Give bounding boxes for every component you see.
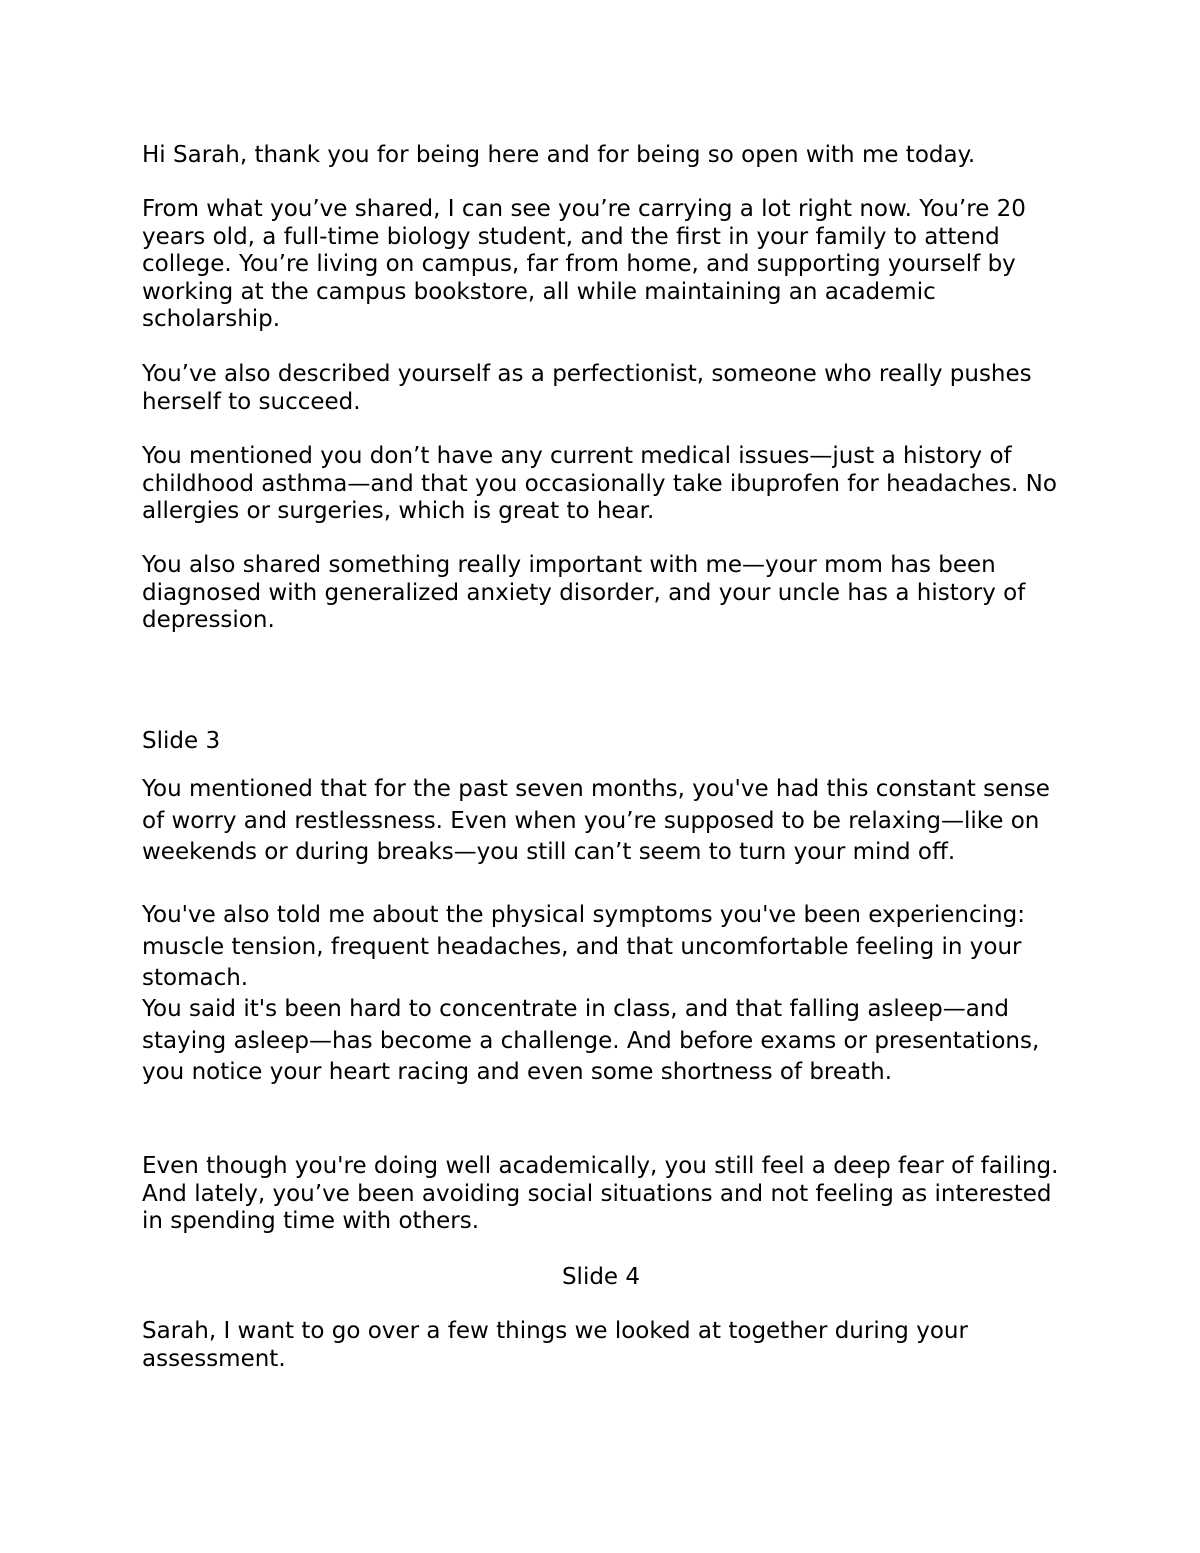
fear-paragraph: Even though you're doing well academically, you still feel a deep fear of failing. And lately, you’ve been avoiding social situations and not feeling as interested in spending time with others.	[142, 1153, 1059, 1234]
medical-history-paragraph: You mentioned you don’t have any current medical issues—just a history of childhood asthma—and that you occasionally take ibuprofen for headaches. No allergies or surgeries, which is great to hear.	[142, 443, 1057, 524]
perfectionist-paragraph: You’ve also described yourself as a perfectionist, someone who really pushes herself to succeed.	[142, 361, 1032, 415]
concentration-paragraph: You said it's been hard to concentrate in class, and that falling asleep—and staying asleep—has become a challenge. And before exams or presentations, you notice your heart racing and even some shortness of breath.	[142, 996, 1040, 1085]
background-paragraph: From what you’ve shared, I can see you’re carrying a lot right now. You’re 20 years old, a full-time biology student, and the first in your family to attend college. You’re living on campus, far from home, and supporting yourself by working at the campus bookstore, all while maintaining an academic scholarship.	[142, 196, 1026, 332]
slide-3-heading: Slide 3	[142, 728, 221, 754]
assessment-paragraph: Sarah, I want to go over a few things we looked at together during your assessment.	[142, 1318, 968, 1372]
greeting-paragraph: Hi Sarah, thank you for being here and for being so open with me today.	[142, 142, 976, 168]
worry-paragraph: You mentioned that for the past seven months, you've had this constant sense of worry and restlessness. Even when you’re supposed to be relaxing—like on weekends or during breaks—you still can’t seem to turn your mind off.	[142, 776, 1050, 865]
family-history-paragraph: You also shared something really important with me—your mom has been diagnosed with generalized anxiety disorder, and your uncle has a history of depression.	[142, 552, 1026, 633]
physical-symptoms-paragraph: You've also told me about the physical symptoms you've been experiencing: muscle tension, frequent headaches, and that uncomfortable feeling in your stomach.	[142, 902, 1025, 991]
slide-4-heading: Slide 4	[561, 1264, 641, 1290]
